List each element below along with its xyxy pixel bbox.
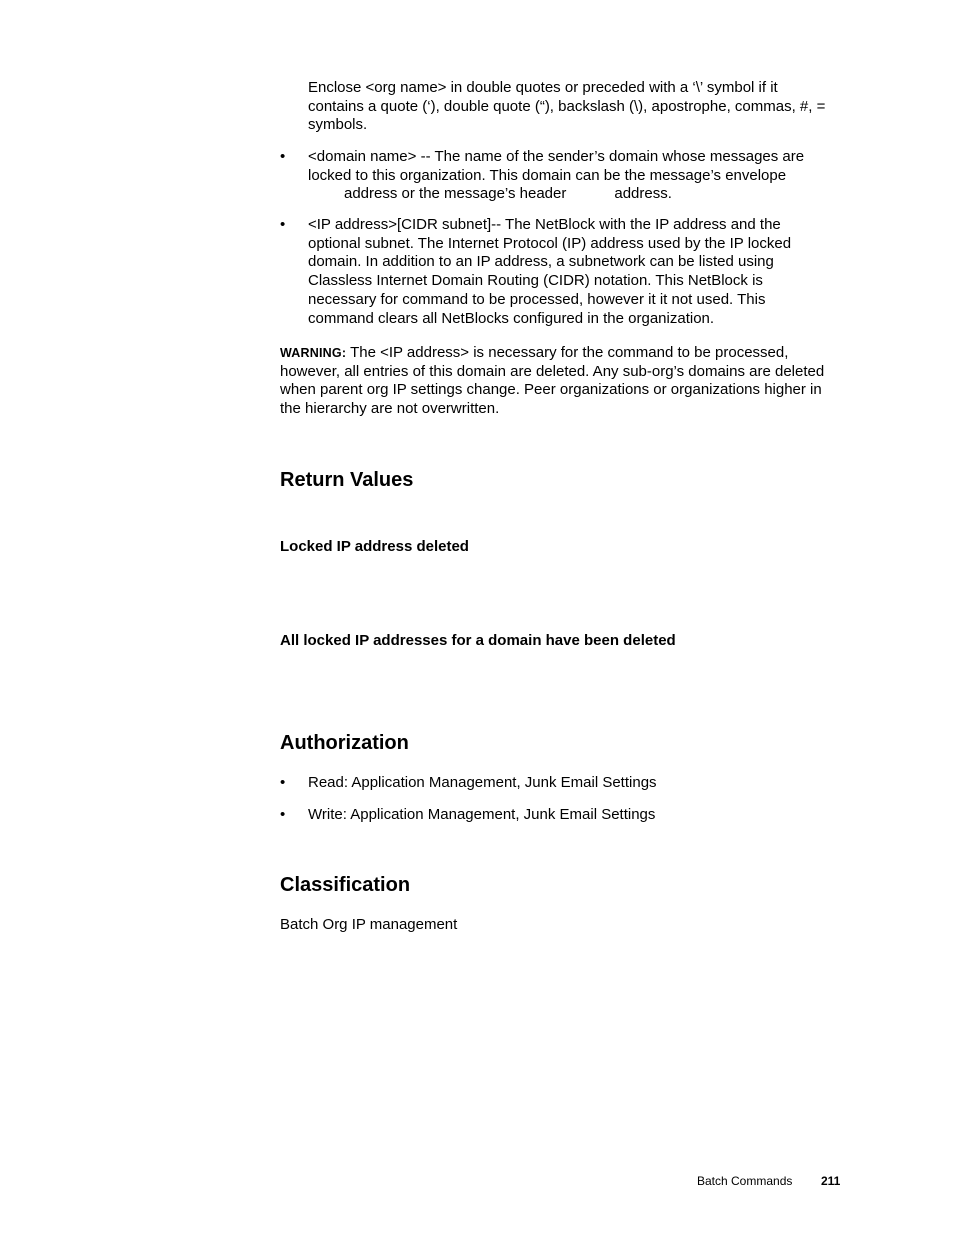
bullet-line: <IP address>[CIDR subnet]-- The NetBlock with the IP address and the [308, 216, 781, 233]
bullet-line: domain. In addition to an IP address, a subnetwork can be listed using [308, 253, 774, 271]
domain-name-bullet [308, 148, 848, 204]
intro-line: Enclose <org name> in double quotes or preceded with a ‘\’ symbol if it [308, 79, 778, 96]
bullet-icon: • [280, 216, 286, 233]
return-value-item: All locked IP addresses for a domain have been deleted [280, 632, 676, 649]
bullet-icon: • [280, 806, 286, 823]
bullet-line: Classless Internet Domain Routing (CIDR) notation. This NetBlock is [308, 272, 763, 290]
bullet-line [308, 185, 848, 204]
return-values-heading: Return Values [280, 469, 414, 491]
bullet-line-part: address or the message’s header [344, 185, 567, 203]
intro-line: symbols. [308, 116, 368, 134]
authorization-item-write: Write: Application Management, Junk Email Settings [308, 806, 656, 823]
warning-line: WARNING: The <IP address> is necessary for the command to be processed, [280, 344, 789, 361]
classification-heading: Classification [280, 874, 411, 896]
warning-note [280, 344, 846, 419]
authorization-heading: Authorization [280, 732, 409, 754]
warning-line: however, all entries of this domain are deleted. Any sub-org’s domains are deleted [280, 362, 825, 380]
bullet-icon: • [280, 148, 286, 165]
authorization-item-read: Read: Application Management, Junk Email Settings [308, 774, 657, 791]
page-number: 211 [821, 1174, 841, 1188]
bullet-line: command clears all NetBlocks configured in the organization. [308, 309, 715, 327]
intro-paragraph [308, 79, 848, 135]
return-value-item: Locked IP address deleted [280, 538, 469, 555]
ip-address-bullet [308, 216, 848, 328]
bullet-line: locked to this organization. This domain can be the message’s envelope [308, 166, 787, 184]
bullet-line: <domain name> -- The name of the sender’s domain whose messages are [308, 148, 805, 165]
bullet-line: optional subnet. The Internet Protocol (IP) address used by the IP locked [308, 234, 792, 252]
bullet-icon: • [280, 774, 286, 791]
warning-line: the hierarchy are not overwritten. [280, 400, 500, 418]
footer-section-title: Batch Commands [697, 1174, 793, 1188]
bullet-line: necessary for command to be processed, however it it not used. This [308, 290, 766, 308]
bullet-line-part: address. [614, 185, 672, 203]
warning-label: WARNING: [280, 346, 347, 360]
warning-line: when parent org IP settings change. Peer organizations or organizations higher in [280, 381, 822, 399]
intro-line: contains a quote (‘), double quote (“), backslash (\), apostrophe, commas, #, = [308, 97, 826, 115]
classification-text: Batch Org IP management [280, 916, 458, 933]
